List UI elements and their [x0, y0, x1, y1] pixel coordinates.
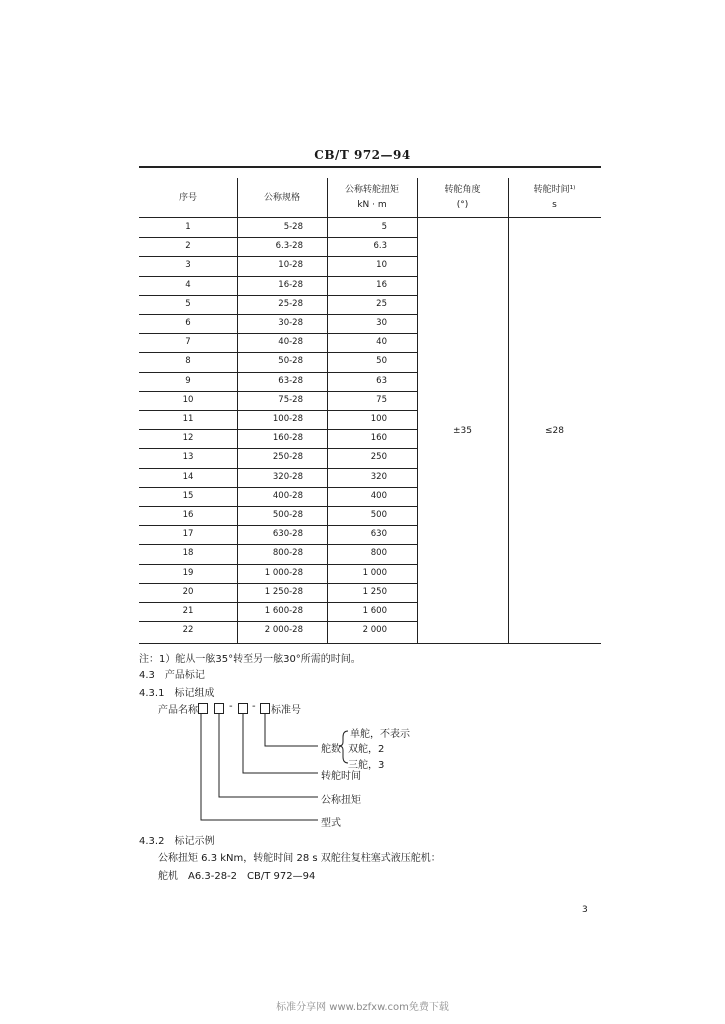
row-22-torque: 2 000 [362, 625, 387, 636]
row-2-spec: 6.3-28 [275, 241, 303, 252]
row-5-seq: 5 [185, 298, 191, 309]
row-1-seq: 1 [185, 222, 191, 232]
row-19-spec: 1 000-28 [264, 567, 303, 578]
row-16-torque: 500 [370, 510, 387, 520]
row-8-torque: 50 [376, 356, 387, 367]
row-4-seq: 4 [185, 279, 191, 290]
row-8-spec: 50-28 [278, 356, 303, 367]
example-description: 公称扭矩 6.3 kNm，转舵时间 28 s 双舵往复柱塞式液压舵机： [158, 853, 441, 864]
row-14-seq: 14 [182, 471, 194, 482]
col-header-spec: 公称规格 [263, 193, 300, 203]
row-14-torque: 320 [370, 471, 387, 482]
angle-value: ±35 [453, 426, 472, 436]
row-4-spec: 16-28 [278, 279, 303, 290]
row-17-spec: 630-28 [272, 529, 303, 540]
row-3-seq: 3 [185, 260, 191, 271]
dash-2: - [252, 701, 256, 712]
col-header-time-unit: s [552, 200, 557, 210]
label-rudder-count: 舵数 [321, 744, 341, 755]
row-5-spec: 25-28 [278, 298, 303, 309]
leader-nominal-torque [219, 713, 318, 797]
row-6-spec: 30-28 [278, 318, 303, 328]
row-9-torque: 63 [376, 375, 387, 386]
col-header-seq: 序号 [178, 193, 197, 203]
row-7-seq: 7 [185, 337, 191, 348]
col-header-torque: 公称转舵扭矩 [344, 185, 399, 195]
leader-rudder-count [265, 713, 318, 746]
row-1-torque: 5 [381, 222, 387, 232]
leader-steering-time [243, 713, 318, 773]
label-steering-time: 转舵时间 [321, 771, 361, 782]
dash-1: - [229, 701, 233, 712]
row-12-spec: 160-28 [272, 433, 303, 444]
standard-header: CB/T 972—94 [314, 148, 411, 162]
row-10-spec: 75-28 [278, 394, 303, 405]
row-15-spec: 400-28 [272, 490, 303, 501]
row-15-seq: 15 [182, 490, 194, 501]
page-number: 3 [582, 905, 588, 915]
row-15-torque: 400 [370, 490, 387, 501]
row-10-torque: 75 [376, 394, 387, 405]
section-4-3: 4.3 产品标记 [139, 670, 205, 681]
row-10-seq: 10 [182, 394, 194, 405]
row-3-spec: 10-28 [278, 260, 303, 271]
col-header-angle: 转舵角度 [444, 185, 481, 195]
row-19-torque: 1 000 [362, 567, 387, 578]
option-double: 双舵，2 [348, 744, 385, 755]
row-16-seq: 16 [182, 510, 194, 520]
row-7-spec: 40-28 [278, 337, 303, 348]
row-5-torque: 25 [376, 298, 387, 309]
col-header-torque-unit: kN · m [357, 200, 387, 210]
row-12-seq: 12 [182, 433, 194, 444]
example-code: 舵机 A6.3-28-2 CB/T 972—94 [158, 871, 316, 882]
label-nominal-torque: 公称扭矩 [321, 795, 361, 806]
row-2-seq: 2 [185, 241, 191, 252]
row-1-spec: 5-28 [283, 222, 303, 232]
watermark: 标准分享网 www.bzfxw.com免费下载 [276, 1002, 449, 1013]
marking-product-name: 产品名称 [158, 705, 198, 716]
row-8-seq: 8 [185, 356, 191, 367]
row-18-seq: 18 [182, 548, 194, 559]
option-single: 单舵，不表示 [350, 729, 410, 740]
row-18-spec: 800-28 [272, 548, 303, 559]
row-11-seq: 11 [182, 414, 194, 424]
row-21-spec: 1 600-28 [264, 606, 303, 616]
row-6-torque: 30 [376, 318, 387, 328]
row-6-seq: 6 [185, 318, 191, 328]
section-4-3-2: 4.3.2 标记示例 [139, 836, 215, 847]
row-16-spec: 500-28 [272, 510, 303, 520]
row-3-torque: 10 [376, 260, 387, 271]
row-2-torque: 6.3 [373, 241, 387, 252]
row-19-seq: 19 [182, 567, 194, 578]
time-value: ≤28 [545, 426, 564, 436]
row-7-torque: 40 [376, 337, 387, 348]
row-17-seq: 17 [182, 529, 194, 540]
row-21-torque: 1 600 [362, 606, 387, 616]
row-20-spec: 1 250-28 [264, 586, 303, 597]
row-20-torque: 1 250 [362, 586, 387, 597]
col-header-time: 转舵时间¹⁾ [533, 185, 576, 195]
row-17-torque: 630 [370, 529, 387, 540]
row-13-seq: 13 [182, 452, 194, 463]
row-22-seq: 22 [182, 625, 194, 636]
row-18-torque: 800 [370, 548, 387, 559]
row-14-spec: 320-28 [272, 471, 303, 482]
marking-standard-no: 标准号 [271, 705, 301, 716]
table-note: 注：1）舵从一舷35°转至另一舷30°所需的时间。 [139, 654, 361, 665]
section-4-3-1: 4.3.1 标记组成 [139, 688, 215, 699]
label-model: 型式 [321, 818, 341, 829]
option-triple: 三舵，3 [348, 760, 385, 771]
row-20-seq: 20 [182, 586, 194, 597]
row-4-torque: 16 [376, 279, 387, 290]
row-22-spec: 2 000-28 [264, 625, 303, 636]
row-11-spec: 100-28 [272, 414, 303, 424]
row-11-torque: 100 [370, 414, 387, 424]
row-12-torque: 160 [370, 433, 387, 444]
row-13-spec: 250-28 [272, 452, 303, 463]
row-21-seq: 21 [182, 606, 194, 616]
col-header-angle-unit: (°) [456, 200, 469, 210]
row-9-seq: 9 [185, 375, 191, 386]
row-13-torque: 250 [370, 452, 387, 463]
row-9-spec: 63-28 [278, 375, 303, 386]
